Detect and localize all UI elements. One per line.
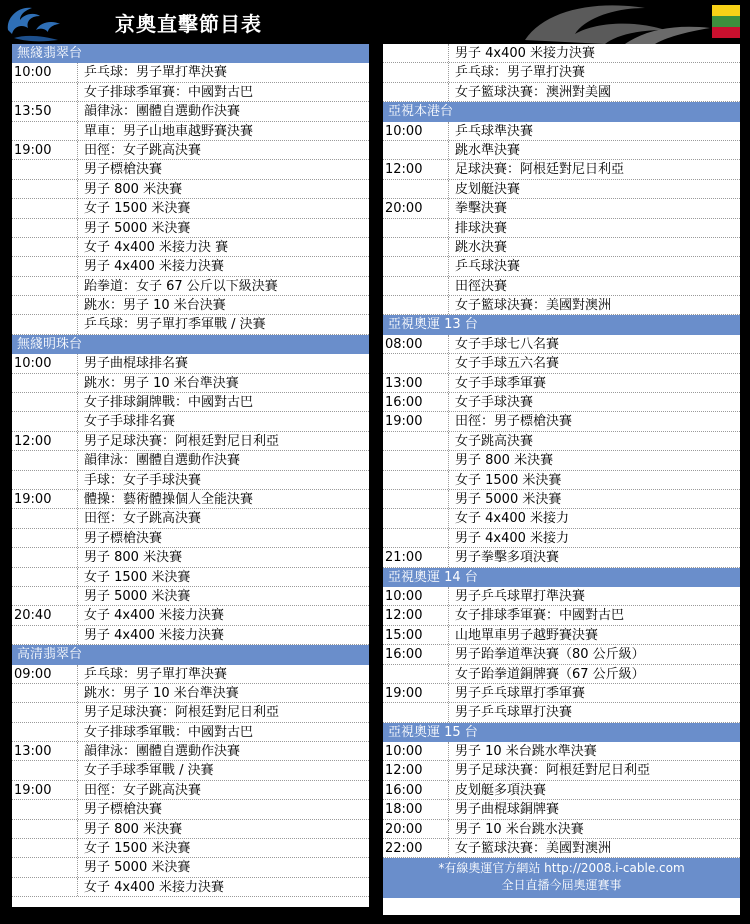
schedule-row bbox=[383, 471, 740, 490]
event-cell: 女子 4x400 米接力決 賽 bbox=[84, 239, 229, 255]
time-cell: 19:00 bbox=[12, 141, 78, 159]
time-cell bbox=[12, 315, 78, 333]
event-cell: 男子 10 米台跳水準決賽 bbox=[455, 744, 597, 760]
time-cell: 10:00 bbox=[383, 122, 449, 140]
schedule-row bbox=[383, 354, 740, 373]
schedule-row bbox=[12, 471, 369, 490]
schedule-row bbox=[12, 800, 369, 819]
schedule-row bbox=[383, 83, 740, 102]
time-cell bbox=[12, 238, 78, 256]
time-cell: 16:00 bbox=[383, 645, 449, 663]
event-cell: 男子乒乓球單打決賽 bbox=[455, 705, 573, 721]
time-cell bbox=[12, 122, 78, 140]
time-cell bbox=[383, 451, 449, 469]
schedule-row bbox=[12, 723, 369, 742]
time-cell: 10:00 bbox=[12, 63, 78, 81]
event-cell: 田徑決賽 bbox=[455, 278, 508, 294]
schedule-row bbox=[12, 141, 369, 160]
time-cell: 20:00 bbox=[383, 820, 449, 838]
event-cell: 男子 5000 米決賽 bbox=[84, 860, 191, 876]
schedule-row bbox=[12, 509, 369, 528]
time-cell bbox=[383, 63, 449, 81]
channel-header: 無綫翡翠台 bbox=[12, 44, 369, 63]
time-cell: 19:00 bbox=[383, 684, 449, 702]
time-cell: 12:00 bbox=[383, 606, 449, 624]
event-cell: 乒乓球：男子單打準決賽 bbox=[84, 666, 228, 682]
schedule-row bbox=[12, 63, 369, 82]
schedule-row bbox=[12, 839, 369, 858]
footer-note bbox=[383, 858, 740, 898]
event-cell: 男子足球決賽：阿根廷對尼日利亞 bbox=[84, 433, 280, 449]
event-cell: 乒乓球：男子單打決賽 bbox=[455, 65, 586, 81]
event-cell: 田徑：女子跳高決賽 bbox=[84, 142, 202, 158]
schedule-row bbox=[383, 626, 740, 645]
event-cell: 跳水決賽 bbox=[455, 239, 508, 255]
event-cell: 女子 1500 米決賽 bbox=[84, 841, 191, 857]
event-cell: 跳水準決賽 bbox=[455, 142, 521, 158]
event-cell: 女子手球季軍賽 bbox=[455, 375, 547, 391]
time-cell bbox=[383, 180, 449, 198]
time-cell bbox=[383, 219, 449, 237]
event-cell: 女子排球銅牌戰：中國對古巴 bbox=[84, 395, 254, 411]
schedule-row bbox=[12, 219, 369, 238]
event-cell: 女子 1500 米決賽 bbox=[84, 201, 191, 217]
event-cell: 體操：藝術體操個人全能決賽 bbox=[84, 491, 254, 507]
time-cell: 09:00 bbox=[12, 665, 78, 683]
time-cell bbox=[12, 529, 78, 547]
schedule-row bbox=[12, 393, 369, 412]
event-cell: 女子排球季軍賽：中國對古巴 bbox=[84, 84, 254, 100]
schedule-row bbox=[383, 238, 740, 257]
time-cell bbox=[383, 432, 449, 450]
schedule-row bbox=[12, 432, 369, 451]
event-cell: 乒乓球：男子單打準決賽 bbox=[84, 65, 228, 81]
schedule-row bbox=[383, 335, 740, 354]
schedule-row bbox=[383, 587, 740, 606]
time-cell: 20:40 bbox=[12, 606, 78, 624]
schedule-row bbox=[383, 645, 740, 664]
event-cell: 排球決賽 bbox=[455, 220, 508, 236]
event-cell: 女子手球季軍戰 / 決賽 bbox=[84, 763, 214, 779]
event-cell: 女子手球決賽 bbox=[455, 395, 534, 411]
event-cell: 乒乓球：男子單打季軍戰 / 決賽 bbox=[84, 317, 266, 333]
event-cell: 皮划艇多項決賽 bbox=[455, 782, 547, 798]
event-cell: 女子籃球決賽：澳洲對美國 bbox=[455, 84, 612, 100]
time-cell bbox=[12, 878, 78, 896]
time-cell bbox=[383, 665, 449, 683]
time-cell: 20:00 bbox=[383, 199, 449, 217]
time-cell: 19:00 bbox=[383, 412, 449, 430]
event-cell: 女子手球七八名賽 bbox=[455, 336, 560, 352]
event-cell: 男子 10 米台跳水決賽 bbox=[455, 821, 584, 837]
time-cell bbox=[383, 490, 449, 508]
time-cell bbox=[383, 257, 449, 275]
event-cell: 男子足球決賽：阿根廷對尼日利亞 bbox=[455, 763, 651, 779]
time-cell bbox=[12, 180, 78, 198]
channel-header: 亞視奧運 13 台 bbox=[383, 315, 740, 334]
schedule-row bbox=[383, 180, 740, 199]
header bbox=[0, 0, 750, 44]
schedule-row bbox=[383, 781, 740, 800]
schedule-row bbox=[12, 781, 369, 800]
footer-website: *有線奧運官方網站 http://2008.i-cable.com bbox=[438, 861, 685, 876]
schedule-row bbox=[12, 587, 369, 606]
event-cell: 男子 800 米決賽 bbox=[84, 821, 183, 837]
event-cell: 手球：女子手球決賽 bbox=[84, 472, 202, 488]
event-cell: 男子 4x400 米接力決賽 bbox=[84, 259, 225, 275]
time-cell: 12:00 bbox=[383, 761, 449, 779]
swirl-logo-icon bbox=[0, 0, 80, 44]
schedule-row bbox=[383, 432, 740, 451]
schedule-row bbox=[383, 451, 740, 470]
time-cell bbox=[383, 83, 449, 101]
schedule-row bbox=[12, 122, 369, 141]
time-cell bbox=[383, 44, 449, 62]
event-cell: 女子手球五六名賽 bbox=[455, 356, 560, 372]
schedule-row bbox=[383, 374, 740, 393]
event-cell: 男子拳擊多項決賽 bbox=[455, 550, 560, 566]
channel-header: 亞視本港台 bbox=[383, 102, 740, 121]
schedule-row bbox=[12, 102, 369, 121]
schedule-row bbox=[383, 257, 740, 276]
schedule-row bbox=[383, 122, 740, 141]
time-cell bbox=[383, 354, 449, 372]
event-cell: 男子 800 米決賽 bbox=[84, 550, 183, 566]
time-cell: 15:00 bbox=[383, 626, 449, 644]
time-cell bbox=[12, 257, 78, 275]
time-cell bbox=[12, 296, 78, 314]
event-cell: 足球決賽：阿根廷對尼日利亞 bbox=[455, 162, 625, 178]
time-cell: 13:00 bbox=[383, 374, 449, 392]
time-cell bbox=[12, 374, 78, 392]
schedule-row bbox=[383, 490, 740, 509]
time-cell bbox=[12, 160, 78, 178]
time-cell: 19:00 bbox=[12, 781, 78, 799]
event-cell: 男子 4x400 米接力決賽 bbox=[84, 627, 225, 643]
schedule-left-column bbox=[12, 44, 369, 907]
schedule-right-column bbox=[383, 44, 740, 915]
schedule-row bbox=[383, 703, 740, 722]
time-cell bbox=[12, 393, 78, 411]
time-cell: 13:50 bbox=[12, 102, 78, 120]
event-cell: 女子 4x400 米接力 bbox=[455, 511, 570, 527]
time-cell bbox=[12, 83, 78, 101]
page-title: 京奧直擊節目表 bbox=[115, 12, 262, 36]
schedule-row bbox=[12, 277, 369, 296]
schedule-row bbox=[12, 354, 369, 373]
schedule-row bbox=[383, 548, 740, 567]
event-cell: 男子 800 米決賽 bbox=[84, 181, 183, 197]
schedule-row bbox=[12, 180, 369, 199]
schedule-row bbox=[383, 63, 740, 82]
schedule-row bbox=[12, 296, 369, 315]
flag-icon bbox=[712, 5, 740, 38]
event-cell: 男子 4x400 米接力決賽 bbox=[455, 46, 596, 61]
event-cell: 韻律泳：團體自選動作決賽 bbox=[84, 453, 241, 469]
schedule-row bbox=[12, 374, 369, 393]
channel-header: 無綫明珠台 bbox=[12, 335, 369, 354]
schedule-row bbox=[383, 393, 740, 412]
schedule-row bbox=[12, 858, 369, 877]
event-cell: 男子標槍決賽 bbox=[84, 162, 163, 178]
schedule-row bbox=[12, 451, 369, 470]
time-cell: 10:00 bbox=[383, 742, 449, 760]
schedule-row bbox=[383, 761, 740, 780]
time-cell bbox=[383, 277, 449, 295]
time-cell bbox=[383, 509, 449, 527]
time-cell: 16:00 bbox=[383, 393, 449, 411]
event-cell: 男子曲棍球銅牌賽 bbox=[455, 802, 560, 818]
event-cell: 女子 4x400 米接力決賽 bbox=[84, 608, 225, 624]
event-cell: 女子 1500 米決賽 bbox=[84, 569, 191, 585]
time-cell: 12:00 bbox=[12, 432, 78, 450]
event-cell: 男子 800 米決賽 bbox=[455, 453, 554, 469]
time-cell: 22:00 bbox=[383, 839, 449, 857]
event-cell: 乒乓球決賽 bbox=[455, 259, 521, 275]
event-cell: 女子排球季軍賽：中國對古巴 bbox=[455, 608, 625, 624]
event-cell: 女子 4x400 米接力決賽 bbox=[84, 879, 225, 895]
schedule-row bbox=[383, 141, 740, 160]
event-cell: 男子 5000 米決賽 bbox=[84, 220, 191, 236]
time-cell: 16:00 bbox=[383, 781, 449, 799]
time-cell bbox=[12, 839, 78, 857]
schedule-row bbox=[12, 490, 369, 509]
time-cell: 12:00 bbox=[383, 160, 449, 178]
event-cell: 田徑：女子跳高決賽 bbox=[84, 782, 202, 798]
schedule-row bbox=[383, 606, 740, 625]
time-cell bbox=[12, 587, 78, 605]
schedule-row bbox=[383, 277, 740, 296]
time-cell: 19:00 bbox=[12, 490, 78, 508]
schedule-row bbox=[12, 626, 369, 645]
schedule-row bbox=[383, 199, 740, 218]
event-cell: 田徑：男子標槍決賽 bbox=[455, 414, 573, 430]
time-cell bbox=[12, 761, 78, 779]
event-cell: 女子手球排名賽 bbox=[84, 414, 176, 430]
schedule-row bbox=[12, 568, 369, 587]
event-cell: 男子 4x400 米接力 bbox=[455, 530, 570, 546]
time-cell bbox=[12, 277, 78, 295]
time-cell bbox=[12, 684, 78, 702]
schedule-row bbox=[12, 878, 369, 897]
time-cell bbox=[12, 509, 78, 527]
time-cell bbox=[12, 703, 78, 721]
event-cell: 跳水：男子 10 米台準決賽 bbox=[84, 685, 239, 701]
time-cell: 13:00 bbox=[12, 742, 78, 760]
time-cell bbox=[12, 626, 78, 644]
schedule-row bbox=[383, 219, 740, 238]
schedule-row bbox=[12, 412, 369, 431]
schedule-row bbox=[12, 684, 369, 703]
schedule-row bbox=[383, 742, 740, 761]
schedule-row bbox=[383, 296, 740, 315]
time-cell bbox=[383, 141, 449, 159]
event-cell: 男子標槍決賽 bbox=[84, 530, 163, 546]
schedule-row bbox=[383, 800, 740, 819]
time-cell: 18:00 bbox=[383, 800, 449, 818]
event-cell: 拳擊決賽 bbox=[455, 201, 508, 217]
schedule-row bbox=[12, 199, 369, 218]
time-cell: 21:00 bbox=[383, 548, 449, 566]
event-cell: 女子籃球決賽：美國對澳洲 bbox=[455, 841, 612, 857]
time-cell: 10:00 bbox=[12, 354, 78, 372]
schedule-row bbox=[383, 665, 740, 684]
channel-header: 亞視奧運 14 台 bbox=[383, 568, 740, 587]
event-cell: 跳水：男子 10 米台決賽 bbox=[84, 298, 226, 314]
time-cell bbox=[12, 800, 78, 818]
schedule-row bbox=[12, 257, 369, 276]
event-cell: 韻律泳：團體自選動作決賽 bbox=[84, 104, 241, 120]
schedule-row bbox=[12, 83, 369, 102]
schedule-row bbox=[12, 238, 369, 257]
event-cell: 男子乒乓球單打季軍賽 bbox=[455, 685, 586, 701]
schedule-row bbox=[12, 160, 369, 179]
channel-header: 高清翡翠台 bbox=[12, 645, 369, 664]
schedule-row bbox=[383, 839, 740, 858]
event-cell: 男子跆拳道準決賽（80 公斤級） bbox=[455, 647, 645, 663]
time-cell: 08:00 bbox=[383, 335, 449, 353]
event-cell: 男子足球決賽：阿根廷對尼日利亞 bbox=[84, 705, 280, 721]
time-cell bbox=[12, 723, 78, 741]
event-cell: 跆拳道：女子 67 公斤以下級決賽 bbox=[84, 278, 278, 294]
event-cell: 女子籃球決賽：美國對澳洲 bbox=[455, 298, 612, 314]
schedule-row bbox=[383, 529, 740, 548]
event-cell: 韻律泳：團體自選動作決賽 bbox=[84, 744, 241, 760]
channel-header: 亞視奧運 15 台 bbox=[383, 723, 740, 742]
time-cell bbox=[383, 296, 449, 314]
event-cell: 男子標槍決賽 bbox=[84, 802, 163, 818]
time-cell bbox=[12, 412, 78, 430]
time-cell bbox=[12, 219, 78, 237]
time-cell bbox=[12, 548, 78, 566]
schedule-row bbox=[12, 742, 369, 761]
time-cell: 10:00 bbox=[383, 587, 449, 605]
event-cell: 男子曲棍球排名賽 bbox=[84, 356, 189, 372]
schedule-row bbox=[383, 820, 740, 839]
schedule-row bbox=[12, 548, 369, 567]
footer-tagline: 全日直播今屆奧運賽事 bbox=[501, 878, 622, 893]
schedule-row bbox=[383, 412, 740, 431]
event-cell: 單車：男子山地車越野賽決賽 bbox=[84, 123, 254, 139]
schedule-row bbox=[12, 606, 369, 625]
time-cell bbox=[12, 820, 78, 838]
event-cell: 女子排球季軍戰：中國對古巴 bbox=[84, 724, 254, 740]
decorative-swirl-icon bbox=[505, 0, 715, 44]
schedule-row bbox=[383, 509, 740, 528]
time-cell bbox=[12, 199, 78, 217]
schedule-row bbox=[12, 761, 369, 780]
time-cell bbox=[12, 858, 78, 876]
event-cell: 皮划艇決賽 bbox=[455, 181, 521, 197]
time-cell bbox=[383, 529, 449, 547]
time-cell bbox=[383, 703, 449, 721]
time-cell bbox=[12, 568, 78, 586]
time-cell bbox=[12, 471, 78, 489]
event-cell: 女子跆拳道銅牌賽（67 公斤級） bbox=[455, 666, 645, 682]
time-cell bbox=[383, 471, 449, 489]
schedule-row bbox=[12, 665, 369, 684]
schedule-row bbox=[383, 160, 740, 179]
time-cell bbox=[383, 238, 449, 256]
schedule-row bbox=[12, 703, 369, 722]
event-cell: 男子 5000 米決賽 bbox=[455, 491, 562, 507]
event-cell: 男子乒乓球單打準決賽 bbox=[455, 588, 586, 604]
event-cell: 女子 1500 米決賽 bbox=[455, 472, 562, 488]
schedule-row bbox=[383, 44, 740, 63]
schedule-row bbox=[383, 684, 740, 703]
event-cell: 乒乓球準決賽 bbox=[455, 123, 534, 139]
event-cell: 女子跳高決賽 bbox=[455, 433, 534, 449]
schedule-row bbox=[12, 820, 369, 839]
time-cell bbox=[12, 451, 78, 469]
event-cell: 男子 5000 米決賽 bbox=[84, 588, 191, 604]
schedule-row bbox=[12, 529, 369, 548]
event-cell: 山地單車男子越野賽決賽 bbox=[455, 627, 599, 643]
schedule-row bbox=[12, 315, 369, 334]
event-cell: 田徑：女子跳高決賽 bbox=[84, 511, 202, 527]
event-cell: 跳水：男子 10 米台準決賽 bbox=[84, 375, 239, 391]
